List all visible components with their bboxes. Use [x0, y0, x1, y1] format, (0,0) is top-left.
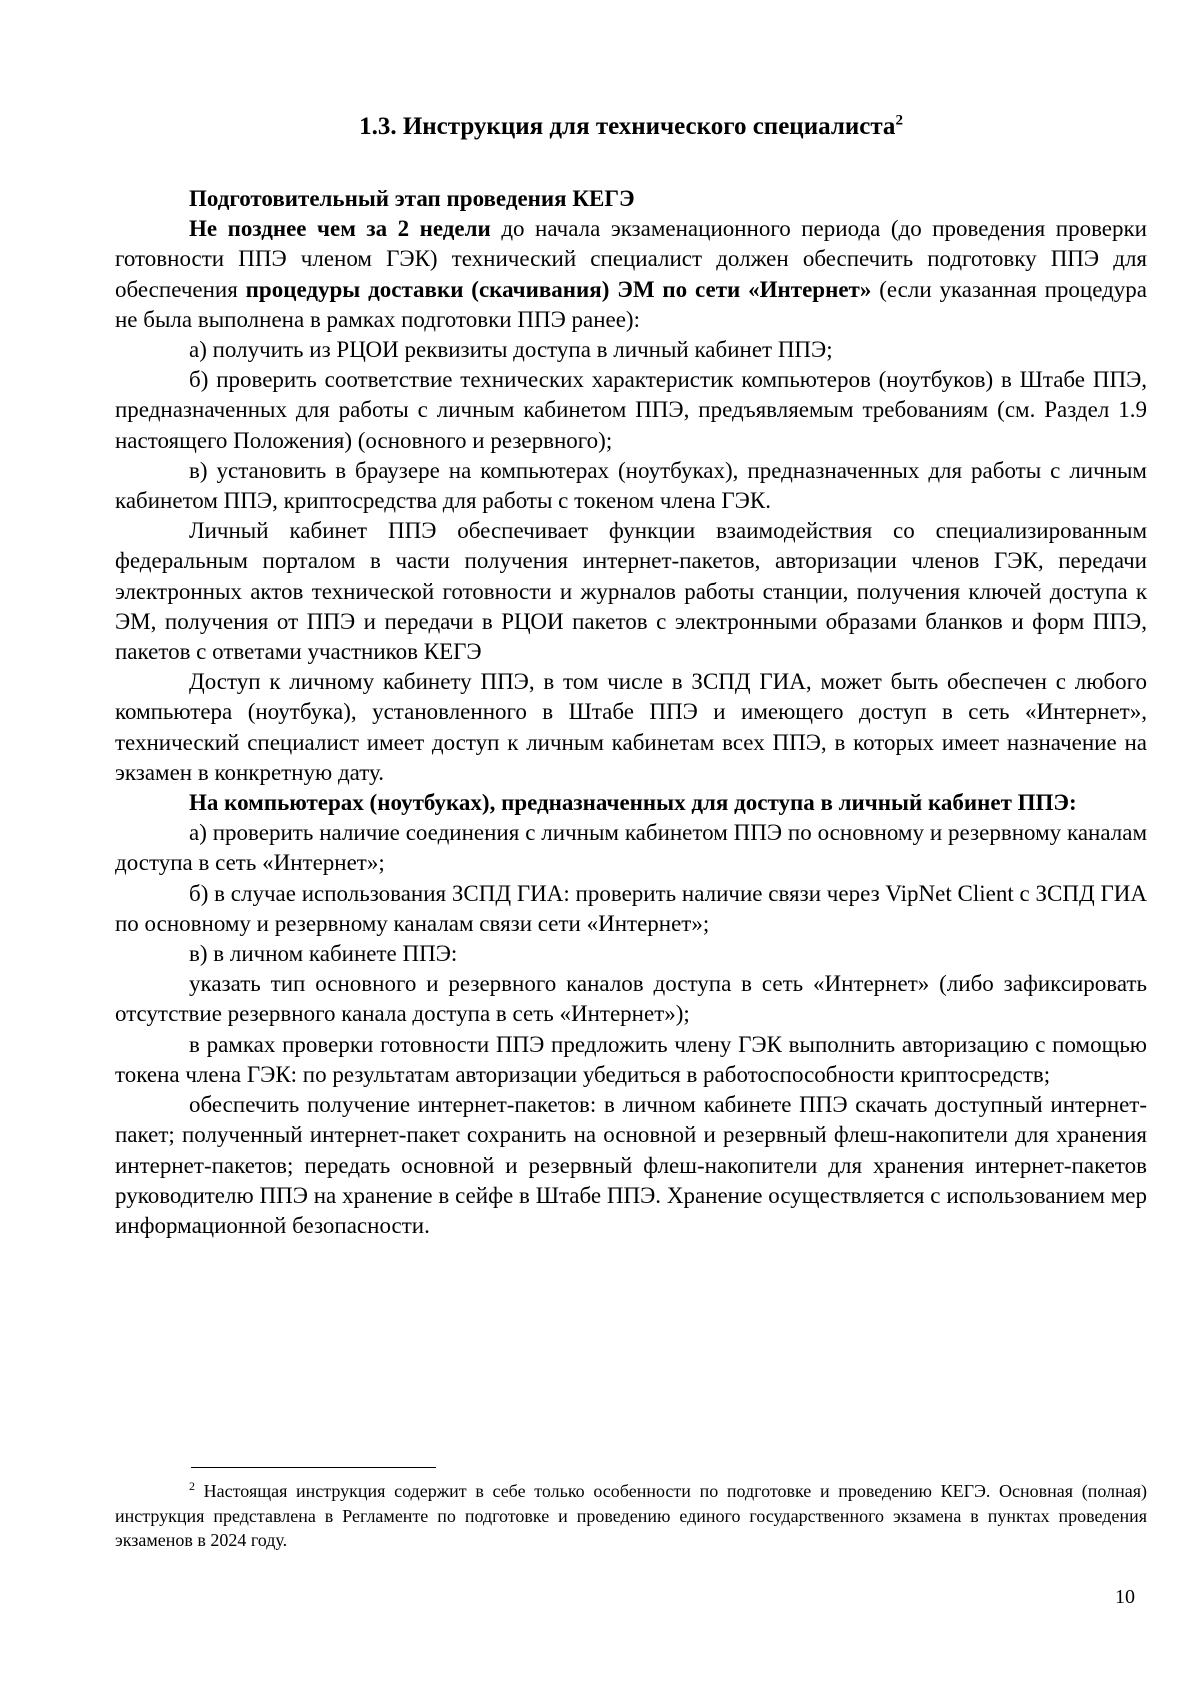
page-number: 10	[1115, 1586, 1135, 1608]
stage-title: Подготовительный этап проведения КЕГЭ	[189, 186, 635, 211]
footnote-separator	[191, 1467, 436, 1468]
cabinet-functions-paragraph: Личный кабинет ППЭ обеспечивает функции взаимодействия со специализированным федеральным порталом в части получения интернет-пакетов, авторизации членов ГЭК, передачи электронных актов технической готовности и журналов работы станции, получения ключей доступа к ЭМ, получения от ППЭ и передачи в РЦОИ пакетов с электронными образами бланков и форм ППЭ, пакетов с ответами участников КЕГЭ	[115, 518, 1147, 665]
computers-item-c: в) в личном кабинете ППЭ:	[189, 941, 458, 967]
cabinet-access-paragraph: Доступ к личному кабинету ППЭ, в том числе в ЗСПД ГИА, может быть обеспечен с любого компьютера (ноутбука), установленного в Штабе ППЭ и имеющего доступ в сеть «Интернет», технический специалист имеет доступ к личным кабинетам всех ППЭ, в которых имеет назначение на экзамен в конкретную дату.	[115, 669, 1147, 785]
cabinet-subitem-packages: обеспечить получение интернет-пакетов: в личном кабинете ППЭ скачать доступный интернет-пакет; полученный интернет-пакет сохранить на основной и резервный флеш-накопители для хранения интернет-пакетов; передать основной и резервный флеш-накопители для хранения интернет-пакетов руководителю ППЭ на хранение в сейфе в Штабе ППЭ. Хранение осуществляется с использованием мер информационной безопасности.	[115, 1092, 1147, 1238]
intro-paragraph	[115, 214, 1147, 335]
section-title	[115, 110, 1147, 144]
computers-title: На компьютерах (ноутбуках), предназначенных для доступа в личный кабинет ППЭ:	[189, 790, 1077, 816]
section-title-text: 1.3. Инструкция для технического специалиста	[359, 113, 896, 140]
cabinet-subitem-authorization: в рамках проверки готовности ППЭ предложить члену ГЭК выполнить авторизацию с помощью токена члена ГЭК: по результатам авторизации убедиться в работоспособности криптосредств;	[115, 1031, 1147, 1087]
computers-item-b: б) в случае использования ЗСПД ГИА: проверить наличие связи через VipNet Client с ЗСПД ГИА по основному и резервному каналам связи сети «Интернет»;	[115, 880, 1147, 936]
page-body	[115, 110, 1147, 1241]
computers-heading	[115, 788, 1147, 818]
footnote-marker: 2	[189, 1479, 195, 1493]
intro-text-1: до начала экзаменационного периода (до проведения проверки готовности ППЭ членом ГЭК) технический специалист должен обеспечить подготовку ППЭ для обеспечения	[115, 216, 1147, 302]
stage-heading	[115, 184, 1147, 214]
prep-item-c: в) установить в браузере на компьютерах (ноутбуках), предназначенных для работы с личным кабинетом ППЭ, криптосредства для работы с токеном члена ГЭК.	[115, 457, 1147, 514]
footnote-reference: 2	[895, 112, 903, 129]
footnote	[115, 1474, 1147, 1553]
deadline-emphasis: Не позднее чем за 2 недели	[189, 216, 491, 242]
intro-text-2: (если указанная процедура не была выполнена в рамках подготовки ППЭ ранее):	[115, 276, 1148, 332]
cabinet-subitem-channels: указать тип основного и резервного каналов доступа в сеть «Интернет» (либо зафиксировать отсутствие резервного канала доступа в сеть «Интернет»);	[115, 971, 1147, 1027]
prep-item-b: б) проверить соответствие технических характеристик компьютеров (ноутбуков) в Штабе ППЭ, предназначенных для работы с личным кабинетом ППЭ, предъявляемым требованиям (см. Раздел 1.9 настоящего Положения) (основного и резервного);	[115, 367, 1147, 453]
delivery-procedure-emphasis: процедуры доставки (скачивания) ЭМ по сети «Интернет»	[245, 276, 872, 302]
footnote-text: Настоящая инструкция содержит в себе только особенности по подготовке и проведению КЕГЭ. Основная (полная) инструкция представлена в Регламенте по подготовке и проведению единого государственного экзамена в пунктах проведения экзаменов в 2024 году.	[115, 1481, 1147, 1550]
computers-item-a: а) проверить наличие соединения с личным кабинетом ППЭ по основному и резервному каналам доступа в сеть «Интернет»;	[115, 820, 1147, 876]
prep-item-a: а) получить из РЦОИ реквизиты доступа в личный кабинет ППЭ;	[189, 337, 833, 363]
